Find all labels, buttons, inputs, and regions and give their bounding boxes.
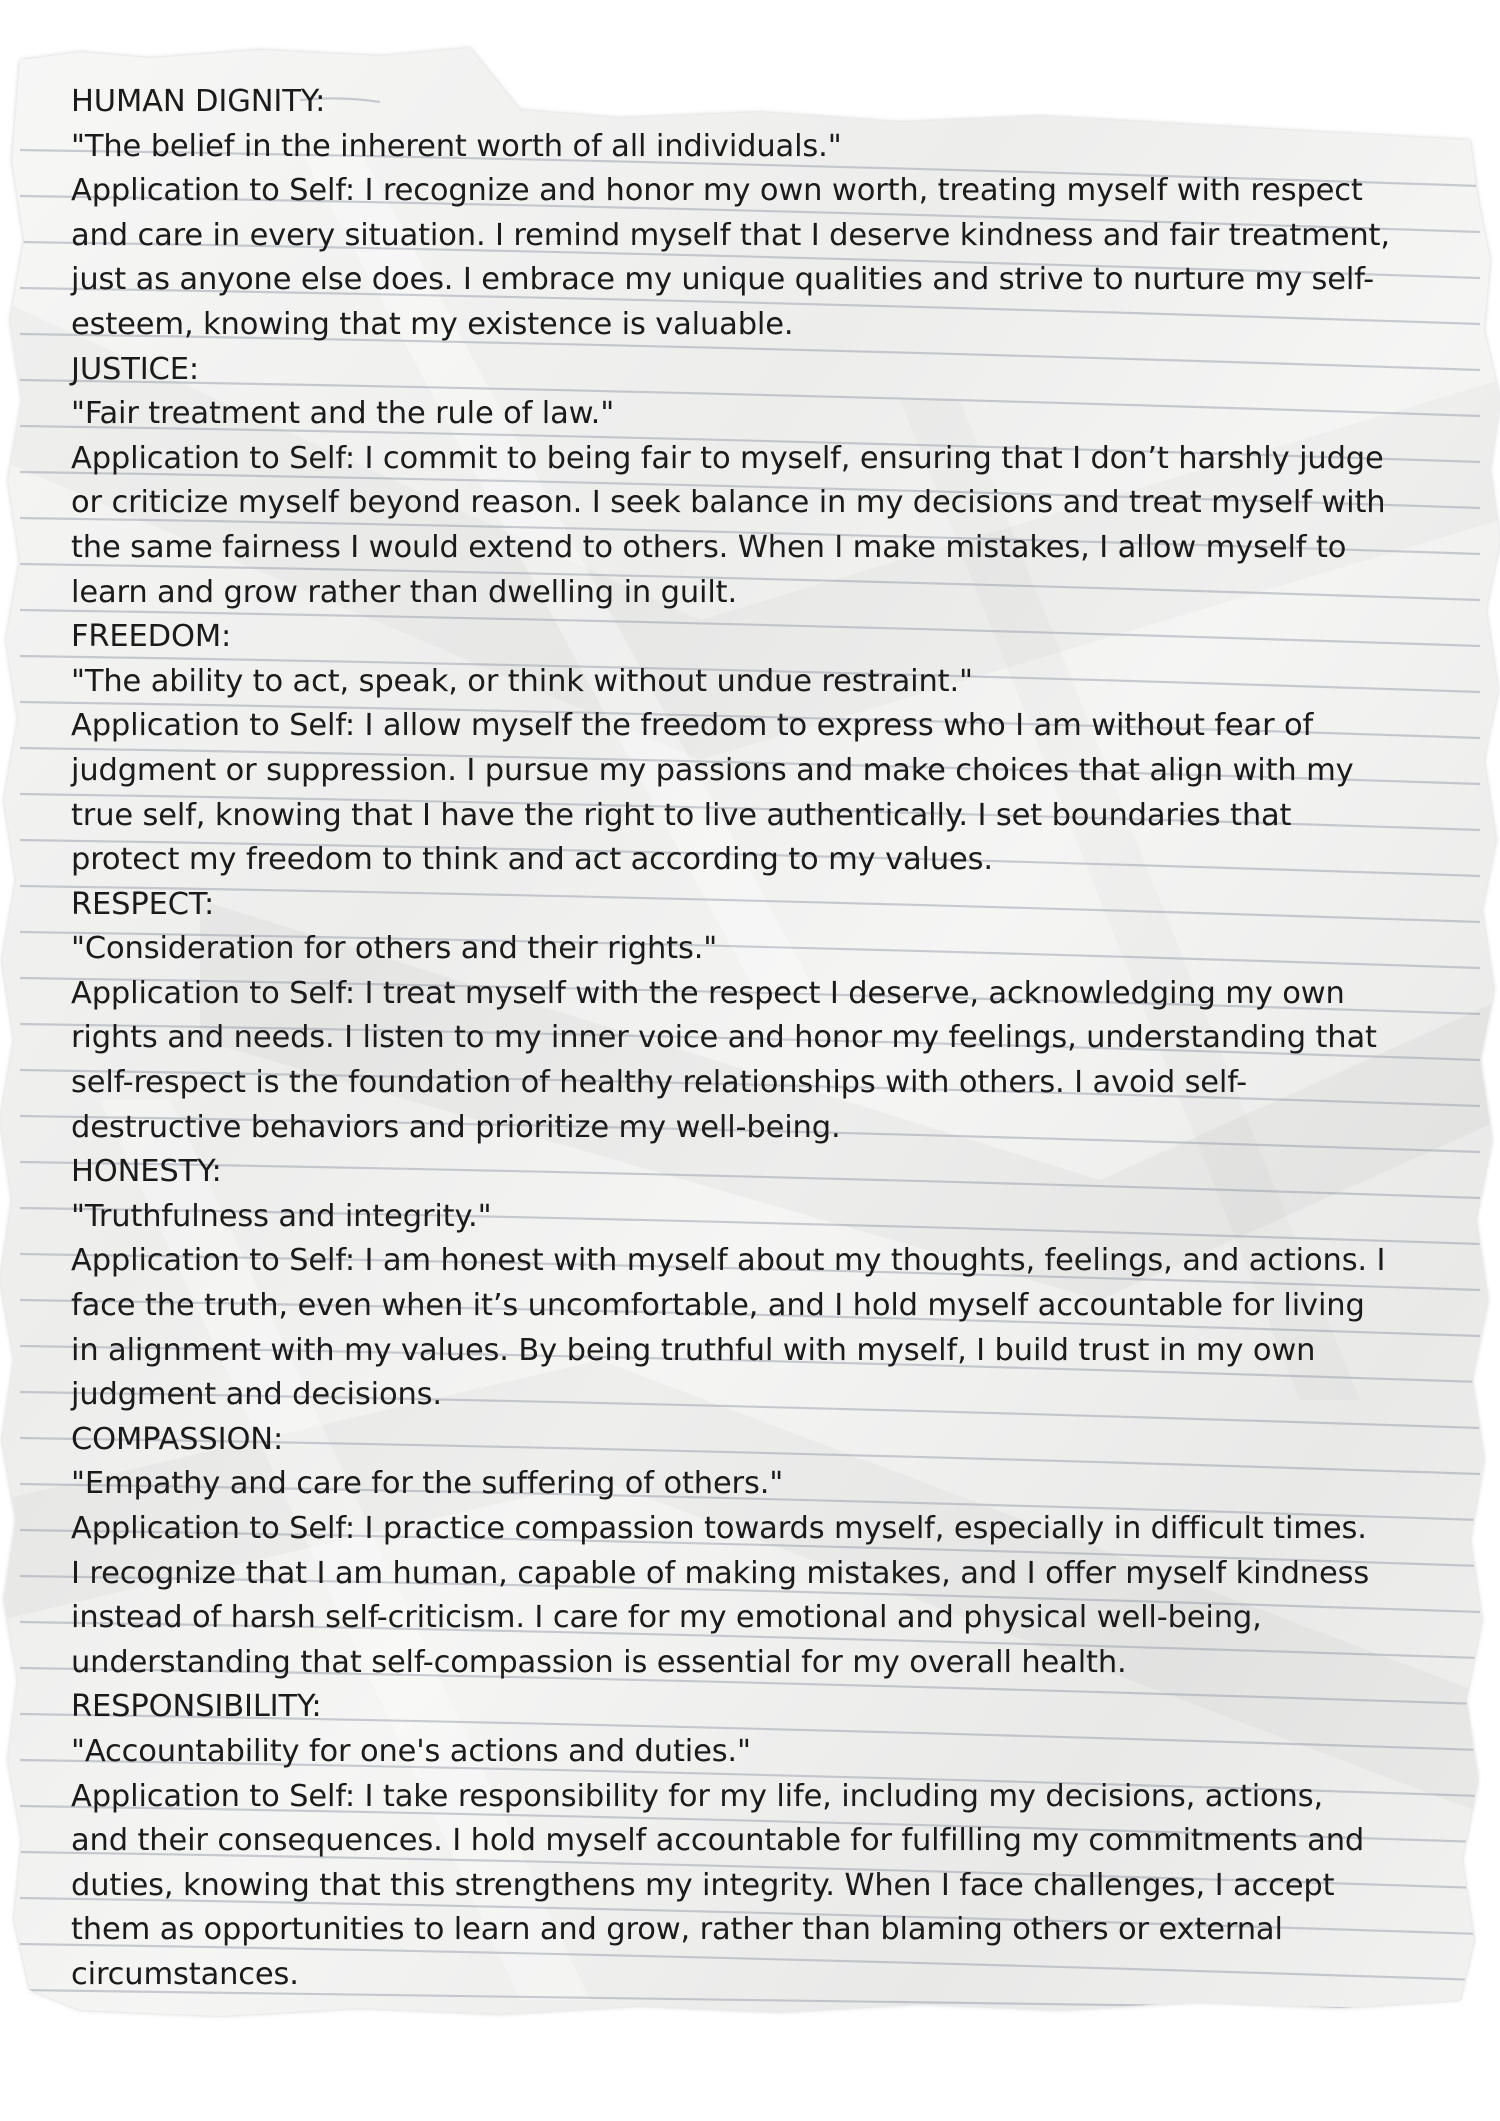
section-heading-honesty: HONESTY: xyxy=(71,1154,222,1190)
body-line: Application to Self: I am honest with myself about my thoughts, feelings, and actions. I xyxy=(71,1243,1386,1279)
section-heading-justice: JUSTICE: xyxy=(71,351,199,387)
body-line: or criticize myself beyond reason. I seek balance in my decisions and treat myself with xyxy=(71,485,1386,521)
section-quote-compassion: "Empathy and care for the suffering of others." xyxy=(71,1466,784,1502)
body-line: instead of harsh self-criticism. I care for my emotional and physical well-being, xyxy=(71,1600,1262,1636)
body-line: judgment or suppression. I pursue my passions and make choices that align with my xyxy=(71,752,1354,788)
body-line: judgment and decisions. xyxy=(71,1377,442,1413)
body-line: Application to Self: I allow myself the freedom to express who I am without fear of xyxy=(71,708,1314,744)
body-line: learn and grow rather than dwelling in guilt. xyxy=(71,574,738,610)
body-line: Application to Self: I take responsibility for my life, including my decisions, actions, xyxy=(71,1778,1323,1814)
section-heading-compassion: COMPASSION: xyxy=(71,1421,284,1457)
section-quote-respect: "Consideration for others and their rights." xyxy=(71,931,718,967)
document-body xyxy=(71,80,1451,1998)
body-line: true self, knowing that I have the right to live authentically. I set boundaries that xyxy=(71,797,1292,833)
body-line: destructive behaviors and prioritize my well-being. xyxy=(71,1109,841,1145)
body-line: duties, knowing that this strengthens my integrity. When I face challenges, I accept xyxy=(71,1867,1335,1903)
body-line: circumstances. xyxy=(71,1956,299,1992)
body-line: and their consequences. I hold myself accountable for fulfilling my commitments and xyxy=(71,1823,1365,1859)
section-quote-justice: "Fair treatment and the rule of law." xyxy=(71,396,615,432)
body-line: Application to Self: I recognize and honor my own worth, treating myself with respect xyxy=(71,173,1363,209)
section-quote-human-dignity: "The belief in the inherent worth of all individuals." xyxy=(71,128,842,164)
body-line: understanding that self-compassion is essential for my overall health. xyxy=(71,1644,1127,1680)
section-heading-freedom: FREEDOM: xyxy=(71,619,232,655)
section-quote-responsibility: "Accountability for one's actions and duties." xyxy=(71,1733,751,1769)
section-heading-human-dignity: HUMAN DIGNITY: xyxy=(71,84,326,119)
body-line: rights and needs. I listen to my inner voice and honor my feelings, understanding that xyxy=(71,1020,1377,1056)
body-line: Application to Self: I commit to being fair to myself, ensuring that I don’t harshly judge xyxy=(71,440,1384,476)
body-line: Application to Self: I practice compassion towards myself, especially in difficult times. xyxy=(71,1511,1367,1546)
body-line: face the truth, even when it’s uncomfortable, and I hold myself accountable for living xyxy=(71,1288,1365,1324)
body-line: in alignment with my values. By being truthful with myself, I build trust in my own xyxy=(71,1332,1316,1368)
body-line: Application to Self: I treat myself with the respect I deserve, acknowledging my own xyxy=(71,975,1345,1011)
body-line: self-respect is the foundation of healthy relationships with others. I avoid self- xyxy=(71,1065,1248,1101)
section-quote-honesty: "Truthfulness and integrity." xyxy=(71,1198,492,1234)
body-line: I recognize that I am human, capable of making mistakes, and I offer myself kindness xyxy=(71,1555,1370,1591)
section-heading-responsibility: RESPONSIBILITY: xyxy=(71,1689,322,1725)
body-line: the same fairness I would extend to others. When I make mistakes, I allow myself to xyxy=(71,529,1347,565)
body-line: them as opportunities to learn and grow, rather than blaming others or external xyxy=(71,1912,1283,1948)
body-line: just as anyone else does. I embrace my unique qualities and strive to nurture my self- xyxy=(71,262,1374,298)
section-quote-freedom: "The ability to act, speak, or think without undue restraint." xyxy=(71,663,973,699)
body-line: protect my freedom to think and act according to my values. xyxy=(71,842,993,878)
body-line: and care in every situation. I remind myself that I deserve kindness and fair treatment, xyxy=(71,217,1390,253)
section-heading-respect: RESPECT: xyxy=(71,886,215,922)
body-line: esteem, knowing that my existence is valuable. xyxy=(71,306,794,342)
